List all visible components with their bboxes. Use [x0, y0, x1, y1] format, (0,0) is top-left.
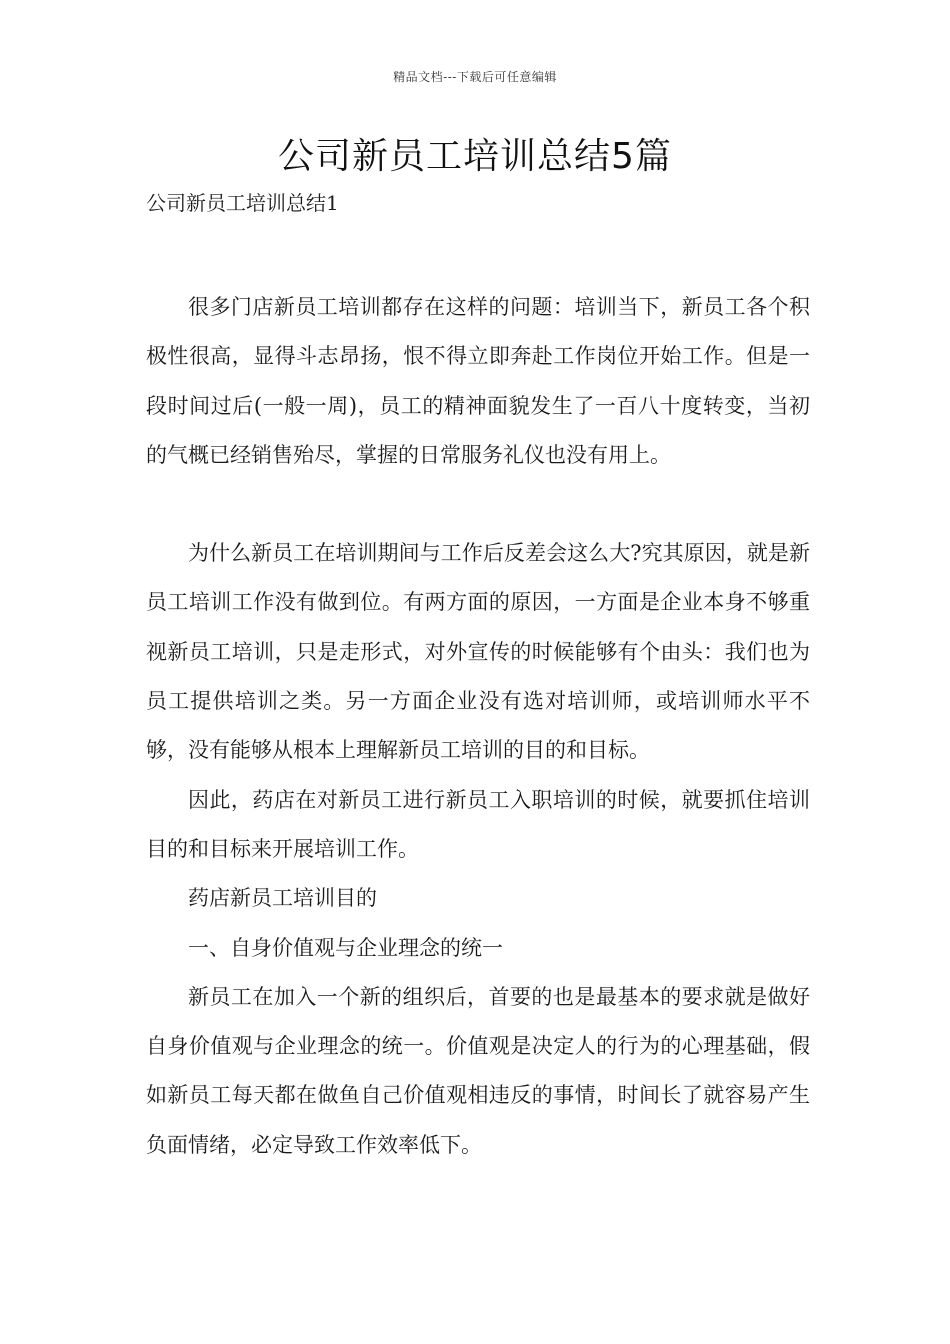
paragraph-heading-1: 一、自身价值观与企业理念的统一 — [188, 935, 503, 960]
paragraph-heading-purpose: 药店新员工培训目的 — [188, 886, 377, 911]
section-subtitle: 公司新员工培训总结1 — [146, 191, 339, 215]
document-title: 公司新员工培训总结5篇 — [278, 136, 672, 177]
header-note: 精品文档---下载后可任意编辑 — [393, 70, 557, 84]
paragraph-1: 很多门店新员工培训都存在这样的问题：培训当下，新员工各个积极性很高，显得斗志昂扬，恨不得立即奔赴工作岗位开始工作。但是一段时间过后(一般一周)，员工的精神面貌发生了一百八十度转变，当初的气概已经销售殆尽，掌握的日常服务礼仪也没有用上。 — [146, 295, 810, 467]
paragraph-2: 为什么新员工在培训期间与工作后反差会这么大?究其原因，就是新员工培训工作没有做到位。有两方面的原因，一方面是企业本身不够重视新员工培训，只是走形式，对外宣传的时候能够有个由头：我们也为员工提供培训之类。另一方面企业没有选对培训师，或培训师水平不够，没有能够从根本上理解新员工培训的目的和目标。 — [146, 541, 810, 763]
document-body — [146, 283, 810, 1170]
paragraph-4: 新员工在加入一个新的组织后，首要的也是最基本的要求就是做好自身价值观与企业理念的统一。价值观是决定人的行为的心理基础，假如新员工每天都在做鱼自己价值观相违反的事情，时间长了就容易产生负面情绪，必定导致工作效率低下。 — [146, 984, 810, 1157]
paragraph-3: 因此，药店在对新员工进行新员工入职培训的时候，就要抓住培训目的和目标来开展培训工作。 — [146, 787, 810, 861]
